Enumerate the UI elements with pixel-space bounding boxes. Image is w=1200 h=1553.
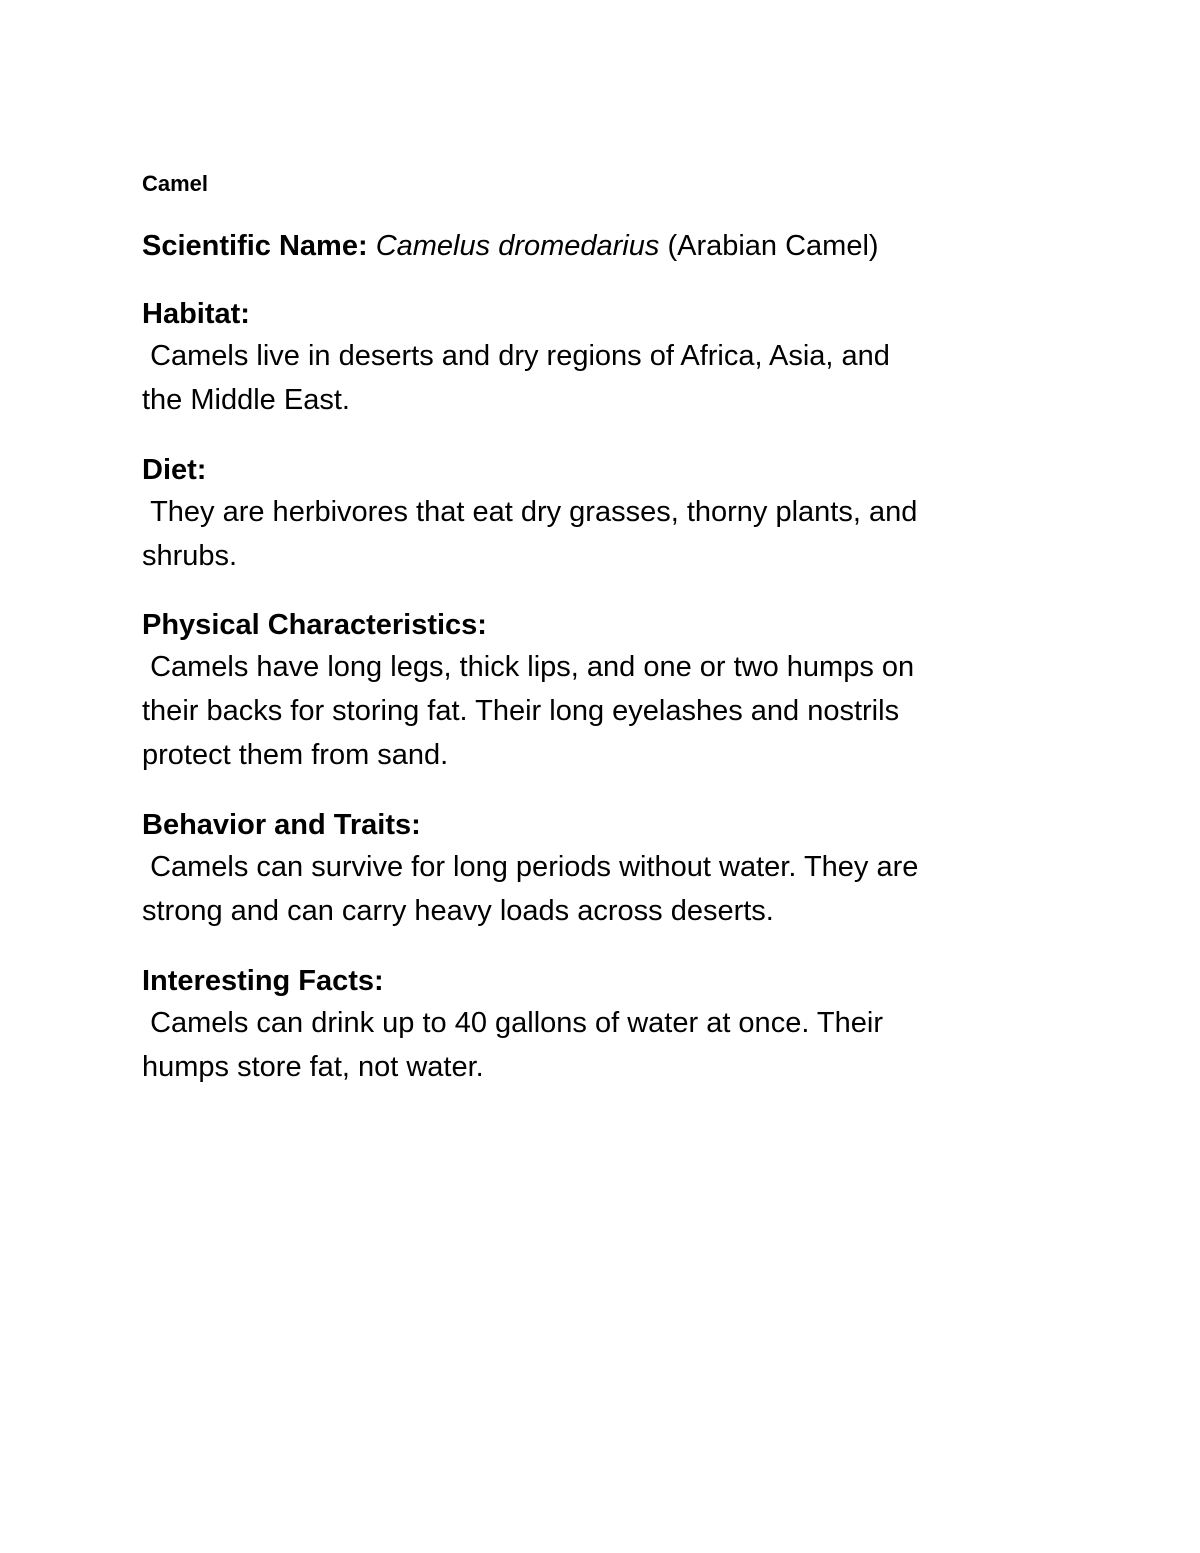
section-heading: Behavior and Traits: bbox=[142, 809, 421, 841]
section-heading: Interesting Facts: bbox=[142, 965, 384, 997]
section-line: strong and can carry heavy loads across deserts. bbox=[142, 895, 774, 927]
scientific-name-common: (Arabian Camel) bbox=[667, 230, 879, 262]
section-line: protect them from sand. bbox=[142, 739, 449, 771]
section-line: Camels live in deserts and dry regions of Africa, Asia, and bbox=[142, 340, 890, 372]
section-line: Camels have long legs, thick lips, and one or two humps on bbox=[142, 651, 915, 683]
section-line: They are herbivores that eat dry grasses, thorny plants, and bbox=[142, 496, 918, 528]
section-line: shrubs. bbox=[142, 540, 238, 572]
section-heading: Diet: bbox=[142, 454, 207, 486]
scientific-name-line bbox=[142, 226, 879, 266]
scientific-name-label: Scientific Name: bbox=[142, 230, 368, 262]
section-line: Camels can survive for long periods without water. They are bbox=[142, 851, 919, 883]
document-title: Camel bbox=[142, 171, 209, 196]
section-line: the Middle East. bbox=[142, 384, 350, 416]
scientific-name-latin: Camelus dromedarius bbox=[375, 230, 660, 262]
section-physical-characteristics bbox=[142, 605, 1042, 777]
section-line: humps store fat, not water. bbox=[142, 1051, 484, 1083]
section-interesting-facts bbox=[142, 961, 1042, 1089]
section-line: Camels can drink up to 40 gallons of water at once. Their bbox=[142, 1007, 883, 1039]
section-habitat bbox=[142, 294, 1042, 422]
section-heading: Habitat: bbox=[142, 298, 250, 330]
section-diet bbox=[142, 450, 1042, 578]
section-line: their backs for storing fat. Their long eyelashes and nostrils bbox=[142, 695, 900, 727]
section-behavior-and-traits bbox=[142, 805, 1042, 933]
section-heading: Physical Characteristics: bbox=[142, 609, 487, 641]
